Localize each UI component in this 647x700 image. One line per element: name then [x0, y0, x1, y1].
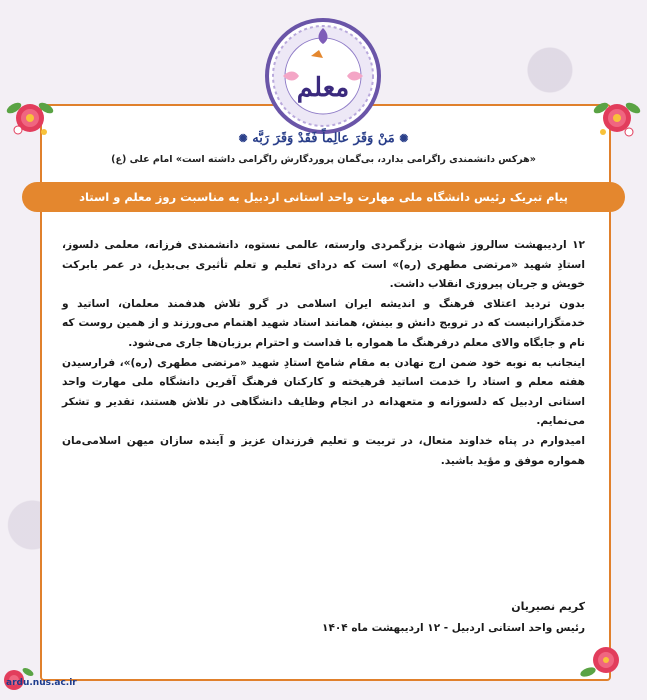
body-paragraph: ۱۲ اردیبهشت سالروز شهادت بزرگمردی وارسته، عالمی نستوه، دانشمندی فرزانه، معلمی دلسوز، استادِ شهید «مرتضی مطهری (ره)» است که دردای تعلیم و تعلم تأثیری بی‌بدیل، در عمر بابرکت خویش و جریان پیروزی انقلاب داشت.: [62, 239, 585, 291]
message-title-banner: پیام تبریک رئیس دانشگاه ملی مهارت واحد استانی اردبیل به مناسبت روز معلم و استاد: [22, 182, 625, 212]
signer-role: رئیس واحد استانی اردبیل - ۱۲ اردیبهشت ماه ۱۴۰۴: [322, 622, 585, 634]
body-paragraph: امیدوارم در پناه خداوند متعال، در تربیت و تعلیم فرزندان عزیز و آینده سازان میهن اسلامی‌مان همواره موفق و مؤید باشید.: [62, 434, 585, 467]
signer-name: کریم نصیریان: [511, 600, 585, 613]
hadith-arabic-text: مَنْ وَقَرَ عالِماً فَقَدْ وَقَرَ رَبَّه: [252, 131, 395, 146]
site-watermark: ardu.nus.ac.ir: [6, 678, 77, 688]
flower-ornament-icon: [4, 88, 56, 140]
flower-ornament-icon: [580, 636, 628, 684]
signature-block: [62, 596, 585, 638]
hadith-translation: «هرکس دانشمندی راگرامی بدارد، بی‌گمان پروردگارش راگرامی داشته است» امام علی (ع): [111, 154, 536, 165]
ornament-dot-icon: ✺: [238, 132, 248, 145]
logo-text: معلم: [296, 73, 350, 103]
body-paragraph: اینجانب به نوبه خود ضمن ارج نهادن به مقام شامخ استادِ شهید «مرتضی مطهری (ره)»، فرارسیدن هفته معلم و استاد را خدمت اساتید فرهیخته و کارکنان فرهنگ آفرین دانشگاه ملی مهارت واحد استانی اردبیل که دلسوزانه و متعهدانه در انجام وظایف دانشگاهی در تلاش هستند، تقدیر و تشکر می‌نمایم.: [62, 356, 585, 428]
teacher-emblem-icon: [263, 16, 383, 136]
flower-ornament-icon: [591, 88, 643, 140]
body-paragraph: بدون تردید اعتلای فرهنگ و اندیشه ایران اسلامی در گرو تلاش هدفمند معلمان، اساتید و خدمتگزارانیست که در ترویج دانش و بینش، همانند استاد شهید اهتمام می‌ورزند و از همین روست که نام و جایگاه والای معلم درفرهنگ ما همواره با قداست و احترام برزبان‌ها جاری می‌شود.: [62, 297, 585, 349]
message-body: [62, 236, 585, 471]
hadith-arabic: [160, 130, 487, 148]
ornament-dot-icon: ✺: [399, 132, 409, 145]
